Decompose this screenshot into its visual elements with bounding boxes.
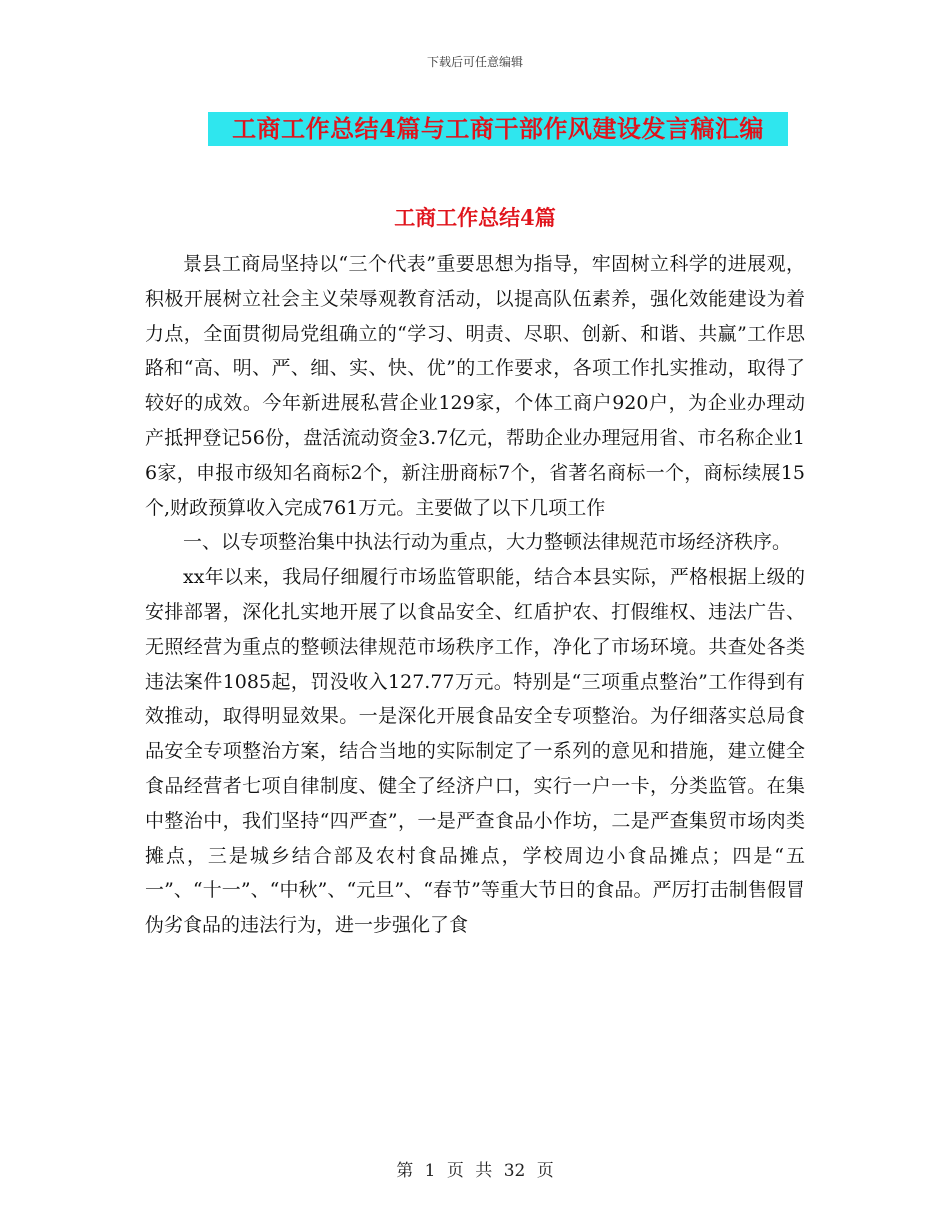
document-title: 工商工作总结4篇与工商干部作风建设发言稿汇编: [232, 114, 764, 143]
page-footer: 第 1 页 共 32 页: [396, 1161, 554, 1181]
paragraph-intro: 景县工商局坚持以“三个代表”重要思想为指导，牢固树立科学的进展观，积极开展树立社会主义荣辱观教育活动，以提高队伍素养，强化效能建设为着力点，全面贯彻局党组确立的“学习、明责、尽职、创新、和谐、共赢”工作思路和“高、明、严、细、实、快、优”的工作要求，各项工作扎实推动，取得了较好的成效。今年新进展私营企业129家，个体工商户920户，为企业办理动产抵押登记56份，盘活流动资金3.7亿元，帮助企业办理冠用省、市名称企业16家，申报市级知名商标2个，新注册商标7个，省著名商标一个，商标续展15个,财政预算收入完成761万元。主要做了以下几项工作: [145, 253, 805, 519]
paragraph-enforcement: xx年以来，我局仔细履行市场监管职能，结合本县实际，严格根据上级的安排部署，深化扎实地开展了以食品安全、红盾护农、打假维权、违法广告、无照经营为重点的整顿法律规范市场秩序工作，净化了市场环境。共查处各类违法案件1085起，罚没收入127.77万元。特别是“三项重点整治”工作得到有效推动，取得明显效果。一是深化开展食品安全专项整治。为仔细落实总局食品安全专项整治方案，结合当地的实际制定了一系列的意见和措施，建立健全食品经营者七项自律制度、健全了经济户口，实行一户一卡，分类监管。在集中整治中，我们坚持“四严查”，一是严查食品小作坊，二是严查集贸市场肉类摊点，三是城乡结合部及农村食品摊点，学校周边小食品摊点；四是“五一”、“十一”、“中秋”、“元旦”、“春节”等重大节日的食品。严厉打击制售假冒伪劣食品的违法行为，进一步强化了食: [145, 566, 805, 937]
body-text: [145, 247, 805, 943]
paragraph-heading-one: 一、以专项整治集中执法行动为重点，大力整顿法律规范市场经济秩序。: [183, 531, 792, 554]
section-title: 工商工作总结4篇: [394, 205, 556, 230]
header-note: 下载后可任意编辑: [426, 55, 523, 69]
document-title-highlight: [208, 112, 788, 146]
